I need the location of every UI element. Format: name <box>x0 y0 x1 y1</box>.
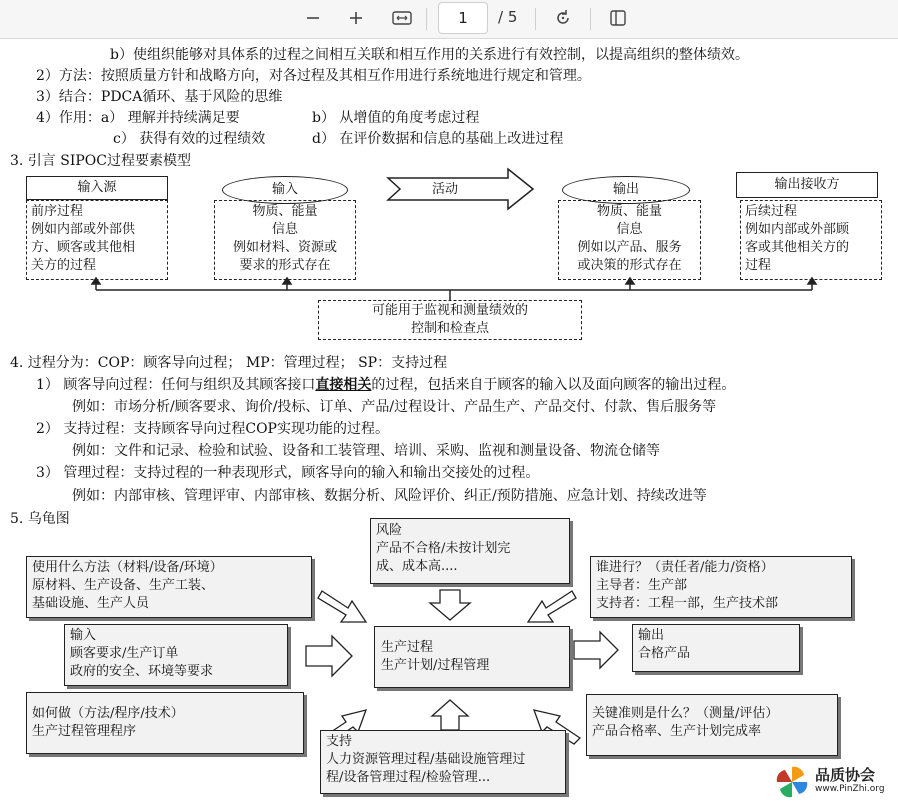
source-desc-line: 方、顾客或其他相 <box>31 240 136 255</box>
turtle-criteria-box <box>586 694 838 756</box>
text-line: b） 从增值的角度考虑过程 <box>312 110 480 126</box>
turtle-input-box <box>64 624 288 686</box>
turtle-risk-box <box>370 518 570 584</box>
source-desc-line: 前序过程 <box>31 204 84 219</box>
receiver-desc-line: 后续过程 <box>745 204 798 219</box>
pdf-toolbar <box>0 0 898 39</box>
with-what-title: 使用什么方法（材料/设备/环境） <box>32 560 223 575</box>
source-label: 输入源 <box>26 176 168 200</box>
page-view-icon <box>609 9 627 27</box>
input-desc-line: 例如材料、资源或 <box>232 240 337 255</box>
output-label: 输出 <box>562 176 690 204</box>
minus-icon <box>305 10 321 26</box>
with-what-line: 基础设施、生产人员 <box>32 596 150 611</box>
zoom-in-button[interactable] <box>341 4 371 32</box>
output-desc-line: 物质、能量 <box>596 204 662 219</box>
receiver-desc-line: 客或其他相关方的 <box>745 240 850 255</box>
emphasis-text: 直接相关 <box>315 377 372 393</box>
text-line: c） 获得有效的过程绩效 <box>113 131 266 147</box>
risk-line: 产品不合格/未按计划完 <box>376 541 511 556</box>
input-label: 输入 <box>222 176 348 204</box>
text-line: 3） 管理过程：支持过程的一种表现形式，顾客导向的输入和输出交接处的过程。 <box>36 465 540 481</box>
logo-url: www.PinZhi.org <box>815 784 885 794</box>
page-total: / 5 <box>498 8 518 26</box>
text-line: 1） 顾客导向过程：任何与组织及其顾客接口直接相关的过程，包括来自于顾客的输入以及面向顾客的输出过程。 <box>36 377 736 393</box>
rotate-icon <box>554 9 572 27</box>
section-heading: 3. 引言 SIPOC过程要素模型 <box>10 153 191 169</box>
activity-label: 活动 <box>432 182 459 197</box>
input-title: 输入 <box>70 628 97 643</box>
output-title: 输出 <box>638 628 665 643</box>
turtle-support-box <box>320 730 566 794</box>
support-title: 支持 <box>326 734 353 749</box>
support-line: 程/设备管理过程/检验管理... <box>326 770 491 785</box>
toolbar-divider <box>590 8 591 30</box>
plus-icon <box>348 10 364 26</box>
zoom-out-button[interactable] <box>298 4 328 32</box>
pinwheel-icon <box>775 765 809 799</box>
turtle-with-what-box <box>26 556 312 618</box>
turtle-who-box <box>590 556 852 618</box>
process-title: 生产过程 <box>381 640 434 655</box>
control-desc-line: 可能用于监视和测量绩效的 <box>371 303 528 318</box>
text-line: 2）方法：按照质量方针和战略方向，对各过程及其相互作用进行系统地进行规定和管理。 <box>36 68 591 84</box>
with-what-line: 原材料、生产设备、生产工装、 <box>32 578 215 593</box>
output-desc-line: 例如以产品、服务 <box>577 240 682 255</box>
section-heading: 5. 乌龟图 <box>10 511 70 527</box>
input-line: 政府的安全、环境等要求 <box>70 664 214 679</box>
arrow-right <box>574 632 618 668</box>
input-desc-line: 物质、能量 <box>252 204 318 219</box>
text-line: b）使组织能够对具体系的过程之间相互关联和相互作用的关系进行有效控制，以提高组织的整体绩效。 <box>110 47 749 63</box>
output-line: 合格产品 <box>638 646 691 661</box>
fit-page-button[interactable] <box>387 4 417 32</box>
arrow-right <box>306 636 352 676</box>
source-desc-line: 例如内部或外部供 <box>31 222 136 237</box>
input-line: 顾客要求/生产订单 <box>70 646 179 661</box>
who-line: 支持者：工程一部，生产技术部 <box>596 596 779 611</box>
criteria-title: 关键准则是什么？（测量/评估） <box>592 706 779 721</box>
page-view-button[interactable] <box>603 4 633 32</box>
output-desc-line: 或决策的形式存在 <box>577 258 682 273</box>
document-page <box>0 38 898 803</box>
support-line: 人力资源管理过程/基础设施管理过 <box>326 752 526 767</box>
text-line: 4）作用：a） 理解并持续满足要 <box>36 110 240 126</box>
arrow-down <box>430 590 470 620</box>
output-desc-line: 信息 <box>616 222 643 237</box>
criteria-line: 产品合格率、生产计划完成率 <box>592 724 762 739</box>
control-desc-line: 控制和检查点 <box>410 321 489 336</box>
page-number-input[interactable]: 1 <box>438 2 488 34</box>
rotate-button[interactable] <box>548 4 578 32</box>
who-line: 主导者：生产部 <box>596 578 688 593</box>
logo-name: 品质协会 <box>815 766 876 784</box>
receiver-label: 输出接收方 <box>736 172 878 198</box>
text-line: 例如：内部审核、管理评审、内部审核、数据分析、风险评价、纠正/预防措施、应急计划、持续改进等 <box>72 488 707 504</box>
section-heading: 4. 过程分为：COP：顾客导向过程； MP：管理过程； SP：支持过程 <box>10 355 448 371</box>
how-line: 生产过程管理程序 <box>32 724 137 739</box>
arrow-diag <box>528 591 576 622</box>
risk-title: 风险 <box>376 523 403 538</box>
input-desc-line: 信息 <box>271 222 298 237</box>
arrow-diag <box>318 591 366 622</box>
text-line: 例如：市场分析/顾客要求、询价/投标、订单、产品/过程设计、产品生产、产品交付、付款、售后服务等 <box>72 399 717 415</box>
risk-line: 成、成本高.... <box>376 559 458 574</box>
toolbar-divider <box>426 8 427 30</box>
input-desc-line: 要求的形式存在 <box>239 258 331 273</box>
how-title: 如何做（方法/程序/技术） <box>32 706 184 721</box>
arrow-up <box>432 700 468 730</box>
toolbar-divider <box>535 8 536 30</box>
turtle-arrows <box>0 38 898 803</box>
text-line: 例如：文件和记录、检验和试验、设备和工装管理、培训、采购、监视和测量设备、物流仓储等 <box>72 443 660 459</box>
site-logo <box>775 762 895 802</box>
receiver-desc-line: 例如内部或外部顾 <box>745 222 850 237</box>
source-desc-line: 关方的过程 <box>31 258 97 273</box>
who-title: 谁进行？（责任者/能力/资格） <box>596 560 774 575</box>
process-line: 生产计划/过程管理 <box>381 658 490 673</box>
text-line: 2） 支持过程：支持顾客导向过程COP实现功能的过程。 <box>36 421 389 437</box>
fit-width-icon <box>392 10 412 26</box>
turtle-process-box <box>374 626 570 688</box>
turtle-how-box <box>26 692 304 754</box>
turtle-output-box <box>632 624 800 672</box>
receiver-desc-line: 过程 <box>745 258 772 273</box>
text-line: 3）结合：PDCA循环、基于风险的思维 <box>36 89 283 105</box>
text-line: d） 在评价数据和信息的基础上改进过程 <box>312 131 564 147</box>
